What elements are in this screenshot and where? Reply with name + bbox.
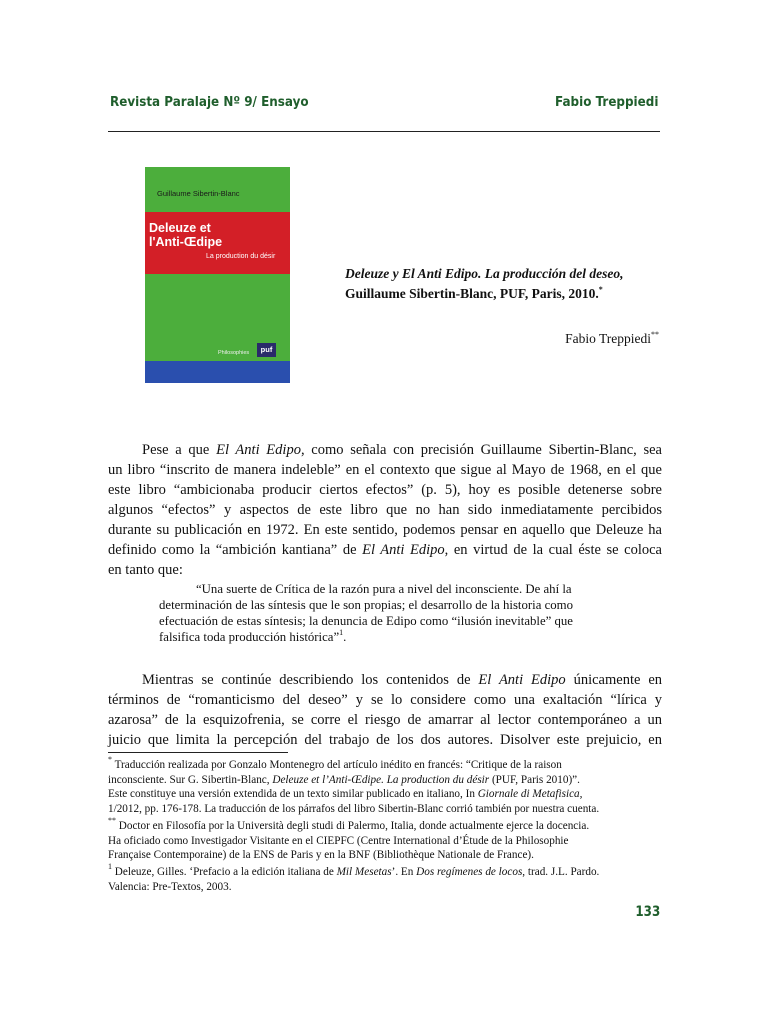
journal-header: Revista Paralaje Nº 9/ Ensayo xyxy=(110,95,309,110)
footnote-ref: * xyxy=(598,285,603,294)
footnote-line xyxy=(108,816,662,834)
quote-line: efectuación de estas síntesis; la denuncia de Edipo como “ilusión inevitable” que xyxy=(159,614,573,628)
footnote-mark: ** xyxy=(108,816,116,825)
paragraph-line: juicio que limita la percepción del trabajo de los dos autores. Disolver este prejuicio, en xyxy=(108,732,662,748)
review-title: Deleuze y El Anti Edipo. La producción del deseo, xyxy=(345,266,624,281)
footnote-line xyxy=(108,755,662,773)
book-cover-image xyxy=(145,167,290,383)
cover-title-line2: l'Anti-Œdipe xyxy=(149,235,223,249)
quote-line-text: falsifica toda producción histórica” xyxy=(159,630,340,644)
quote-end: . xyxy=(343,630,347,644)
footnote-line: Este constituye una versión extendida de un texto similar publicado en italiano, In Giornale di Metafisica, xyxy=(108,788,583,801)
footnote-text: Doctor en Filosofía por la Università degli studi di Palermo, Italia, donde actualmente ejerce la docencia. xyxy=(118,820,590,832)
review-bibliography xyxy=(345,286,603,302)
header-rule xyxy=(108,131,660,132)
footnote-ref: 1 xyxy=(339,628,344,637)
footnote-mark: * xyxy=(108,755,112,764)
quote-line: determinación de las síntesis que le son propias; el desarrollo de la historia como xyxy=(159,598,574,612)
cover-title-line1: Deleuze et xyxy=(149,221,211,235)
footnote-mark: 1 xyxy=(108,862,112,871)
footnote-line: inconsciente. Sur G. Sibertin-Blanc, Deleuze et l’Anti-Œdipe. La production du désir (PUF, Paris 2010)”. xyxy=(108,773,580,786)
footnote-line: $^1$ Deleuze, Gilles. ‘Prefacio a la edición italiana de Mil Mesetas’. En Dos regímenes de locos, trad. J.L. Pardo. xyxy=(108,862,600,878)
footnote-text: Traducción realizada por Gonzalo Montenegro del artículo inédito en francés: “Critique de la raison xyxy=(114,759,562,771)
cover-subtitle: La production du désir xyxy=(206,253,276,260)
paragraph-line: azarosa” de la esquizofrenia, se corre el riesgo de amarrar al lector contemporáneo a un xyxy=(108,712,662,728)
footnote-line: Valencia: Pre-Textos, 2003. xyxy=(108,880,232,893)
paragraph-line: un libro “inscrito de manera indeleble” en el contexto que sigue al Mayo de 1968, en el que xyxy=(108,462,662,478)
paragraph-line: algunos “efectos” y aspectos de este libro que no han sido inmediatamente percibidos xyxy=(108,502,662,518)
review-author xyxy=(565,331,659,347)
page-number: 133 xyxy=(635,904,660,920)
paragraph-line: en tanto que: xyxy=(108,562,183,578)
quote-line xyxy=(159,629,629,645)
cover-author: Guillaume Sibertin-Blanc xyxy=(157,189,240,198)
footnote-line: Française Contemporaine) de la ENS de Paris y en la BNF (Bibliothèque Nationale de France). xyxy=(108,849,534,862)
footnote-ref: ** xyxy=(651,330,659,339)
footnote-line: 1/2012, pp. 176-178. La traducción de los párrafos del libro Sibertin-Blanc corrió también por nuestra cuenta. xyxy=(108,802,600,815)
quote-line: “Una suerte de Crítica de la razón pura a nivel del inconsciente. De ahí la xyxy=(196,582,572,596)
paragraph-line: definido como la “ambición kantiana” de El Anti Edipo, en virtud de la cual éste se coloca xyxy=(108,542,662,558)
footnote-line: Ha oficiado como Investigador Visitante en el CIEPFC (Centre International d’Étude de la Philosophie xyxy=(108,834,569,847)
paragraph-line: durante su publicación en 1972. En este sentido, podemos pensar en aquello que Deleuze ha xyxy=(108,522,662,538)
cover-series: Philosophies xyxy=(218,350,250,356)
review-bibliography-text: Guillaume Sibertin-Blanc, PUF, Paris, 2010. xyxy=(345,286,599,301)
paragraph-line: este libro “ambicionaba producir ciertos efectos” (p. 5), hoy es posible detenerse sobre xyxy=(108,482,662,498)
publisher-logo: puf xyxy=(257,343,276,357)
review-author-name: Fabio Treppiedi xyxy=(565,331,651,346)
paragraph-line: términos de “romanticismo del deseo” y se lo considere como una exaltación “lírica y xyxy=(108,692,662,708)
footnote-separator xyxy=(108,752,288,753)
paragraph-line: Pese a que El Anti Edipo, como señala con precisión Guillaume Sibertin-Blanc, sea xyxy=(142,442,662,458)
paragraph-line: Mientras se continúe describiendo los contenidos de El Anti Edipo únicamente en xyxy=(142,672,662,688)
cover-title-box xyxy=(145,212,290,274)
author-header: Fabio Treppiedi xyxy=(554,95,658,110)
cover-bottom-band xyxy=(145,361,290,383)
